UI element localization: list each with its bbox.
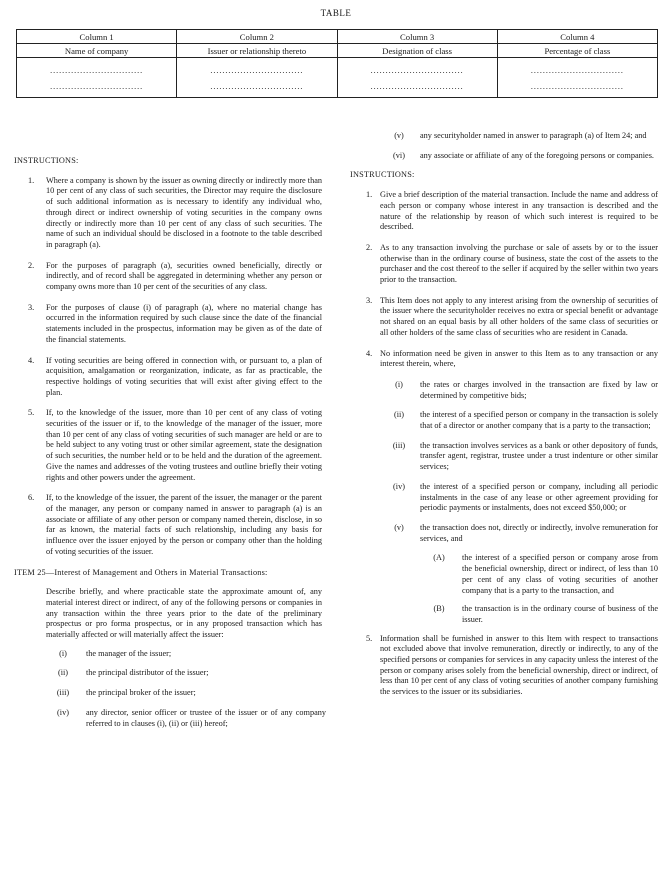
instruction-number: 4. <box>28 355 35 365</box>
sub-sub-list-text: the interest of a specified person or company arose from the beneficial ownership, direct or indirect, of less than 10 per cent of any class of voting securities of another company that is a party to the transaction, and <box>462 553 658 595</box>
table-cell-blank <box>337 58 497 98</box>
dot-leader: ............................... <box>50 82 144 91</box>
dot-leader: ............................... <box>50 66 144 75</box>
sub-list-number: (i) <box>395 379 403 389</box>
instruction-text: If, to the knowledge of the issuer, the parent of the issuer, the manager or the parent of the manager, any person or company named in answer to paragraph (a) is an associate or affiliate of any other person or company named therein, disclose, in so far as known, the material facts of such relationship, including any basis for influence over the issuer enjoyed by the person or company other than the holding of voting securities of the issuer. <box>46 493 322 556</box>
instruction-item <box>14 408 334 483</box>
sub-list-item <box>350 380 662 401</box>
list-item <box>14 708 334 729</box>
instruction-item <box>350 296 662 339</box>
dot-leader: ............................... <box>210 82 304 91</box>
sub-sub-list-item <box>350 604 662 625</box>
sub-sub-list-number: (A) <box>433 553 445 563</box>
table-header-cell: Percentage of class <box>497 44 657 58</box>
instruction-text: For the purposes of clause (i) of paragraph (a), where no material change has occurred in the information required by such clause since the date of the financial statements included in the prospectus, information may be given as of the date of the financial statements. <box>46 302 322 344</box>
table-header-cell: Column 1 <box>17 30 177 44</box>
instruction-item <box>14 261 334 293</box>
instruction-number: 6. <box>28 493 35 503</box>
table-cell-blank <box>497 58 657 98</box>
instruction-number: 3. <box>366 295 373 305</box>
sub-list-item <box>350 523 662 544</box>
sub-sub-list-number: (B) <box>433 604 445 614</box>
list-item-number: (v) <box>394 131 404 140</box>
table-row-column-headings <box>17 44 658 58</box>
instruction-text: This Item does not apply to any interest arising from the ownership of securities of the issuer where the securityholder receives no extra or special benefit or advantage not shared on an equal basis by all other holders of the same class of securities or all other holders of the same class of securities who are resident in Canada. <box>380 295 658 337</box>
instruction-number: 5. <box>366 633 373 643</box>
instruction-item <box>14 303 334 346</box>
list-item <box>350 151 662 162</box>
instruction-text: Information shall be furnished in answer to this Item with respect to transactions not excluded above that involve remuneration, directly or indirectly, to any of the specified persons or companies for services in any capacity unless the interest of the person or company arises solely from the beneficial ownership, direct or indirect, of less than 10 per cent of any class of voting securities of another company furnishing the services to the issuer or its subsidiaries. <box>380 633 658 697</box>
list-item-number: (i) <box>59 648 67 658</box>
table-header-cell: Issuer or relationship thereto <box>177 44 337 58</box>
instruction-text: As to any transaction involving the purchase or sale of assets by or to the issuer otherwise than in the ordinary course of business, state the cost of the assets to the purchaser and the cost thereof to the seller if acquired by the seller within two years prior to the transaction. <box>380 242 658 285</box>
sub-list-text: the rates or charges involved in the transaction are fixed by law or determined by competitive bids; <box>420 379 658 400</box>
dot-leader: ............................... <box>370 82 464 91</box>
list-item-text: any associate or affiliate of any of the foregoing persons or companies. <box>420 150 654 160</box>
sub-list-text: the transaction involves services as a bank or other depository of funds, transfer agent, registrar, trustee under a trust indenture or other similar services; <box>420 440 658 472</box>
list-item-text: any securityholder named in answer to paragraph (a) of Item 24; and <box>420 131 647 140</box>
sub-list-text: the transaction does not, directly or indirectly, involve remuneration for services, and <box>420 522 658 543</box>
sub-list-item <box>350 441 662 473</box>
sub-list-text: the interest of a specified person or company in the transaction is solely that of a director or another company that is a party to the transaction; <box>420 410 658 431</box>
instruction-item <box>14 493 334 557</box>
table-row-blank <box>17 58 658 98</box>
list-item <box>14 649 334 660</box>
left-column <box>14 156 334 738</box>
instruction-number: 4. <box>366 348 373 358</box>
dot-leader: ............................... <box>210 66 304 75</box>
instruction-text: No information need be given in answer to this Item as to any transaction or any interest therein, where, <box>380 348 658 369</box>
instruction-number: 1. <box>28 175 35 185</box>
list-item <box>350 131 662 142</box>
list-item-number: (vi) <box>393 150 405 160</box>
instruction-text: Where a company is shown by the issuer as owning directly or indirectly more than 10 per cent of any class of such securities, the Director may require the disclosure of such additional information as is necessary to identify any individual who, through direct or indirect ownership of voting securities in the company owns directly or indirectly more than 10 per cent of any class of such securities. The name of such an individual should be disclosed in a footnote to the table described in paragraph (a). <box>46 175 322 249</box>
instruction-text: If, to the knowledge of the issuer, more than 10 per cent of any class of voting securities of the issuer or if, to the knowledge of the manager of the issuer, more than 10 per cent of any class of voting securities of such manager are held or are to be held subject to any voting trust or other similar agreement, state the designation of such securities, the number held or to be held and the duration of the agreement. Give the names and addresses of the voting trustees and outline briefly their voting rights and other powers under the agreement. <box>46 408 322 482</box>
table-title: TABLE <box>320 8 352 18</box>
table-header-cell: Column 3 <box>337 30 497 44</box>
table-header-cell: Designation of class <box>337 44 497 58</box>
dot-leader: ............................... <box>370 66 464 75</box>
list-item-number: (iii) <box>56 688 70 698</box>
dot-leader: ............................... <box>530 82 624 91</box>
instruction-item <box>350 634 662 698</box>
instruction-number: 3. <box>28 302 35 312</box>
item25-heading: ITEM 25—Interest of Management and Others in Material Transactions: <box>14 567 268 577</box>
table-header-cell: Column 4 <box>497 30 657 44</box>
sub-list-item <box>350 410 662 431</box>
list-item-number: (iv) <box>57 707 69 717</box>
list-item-text: any director, senior officer or trustee of the issuer or of any company referred to in clauses (i), (ii) or (iii) hereof; <box>86 707 326 728</box>
table-row-column-numbers <box>17 30 658 44</box>
table-cell-blank <box>17 58 177 98</box>
instruction-text: If voting securities are being offered in connection with, or pursuant to, a plan of acquisition, amalgamation or reorganization, indicate, as far as practicable, the respective holdings of voting securities that will exist after giving effect to the plan. <box>46 355 322 397</box>
list-item-text: the principal broker of the issuer; <box>86 688 196 698</box>
list-item-text: the principal distributor of the issuer; <box>86 668 209 678</box>
table-header-cell: Name of company <box>17 44 177 58</box>
sub-list-number: (v) <box>394 522 404 532</box>
dot-leader: ............................... <box>530 66 624 75</box>
table-cell-blank <box>177 58 337 98</box>
table-header-cell: Column 2 <box>177 30 337 44</box>
list-item <box>14 688 334 699</box>
sub-list-number: (iv) <box>393 481 405 491</box>
ownership-table <box>16 29 658 98</box>
sub-list-text: the interest of a specified person or company, including all periodic instalments in the case of any lease or other agreement providing for periodic payments or instalments, does not exceed $50,000; or <box>420 481 658 513</box>
instruction-item <box>350 243 662 286</box>
sub-list-number: (ii) <box>393 410 405 420</box>
instruction-item <box>350 190 662 233</box>
instruction-number: 2. <box>28 260 35 270</box>
instruction-text: Give a brief description of the material transaction. Include the name and address of each person or company whose interest in any transaction is described and the nature of the relationship by reason of which such interest is required to be described. <box>380 190 658 232</box>
instruction-number: 5. <box>28 408 35 418</box>
instruction-number: 2. <box>366 242 373 252</box>
list-item-number: (ii) <box>57 668 69 678</box>
instruction-text: For the purposes of paragraph (a), securities owned beneficially, directly or indirectly, and of record shall be aggregated in determining whether any person or company owns more than 10 per cent of the securities of any class. <box>46 260 322 292</box>
instruction-item <box>350 349 662 370</box>
right-column <box>350 131 662 708</box>
list-item-text: the manager of the issuer; <box>86 648 172 658</box>
instructions-heading: INSTRUCTIONS: <box>14 156 79 165</box>
sub-sub-list-text: the transaction is in the ordinary course of business of the issuer. <box>462 604 658 624</box>
item25-description: Describe briefly, and where practicable state the approximate amount of, any material interest direct or indirect, of any of the following persons or companies in any transaction within the three years prior to the date of the preliminary prospectus or pro forma prospectus, or in any proposed transaction which has materially affected or will materially affect the issuer: <box>46 587 322 640</box>
list-item <box>14 668 334 679</box>
sub-list-item <box>350 482 662 514</box>
instruction-item <box>14 176 334 251</box>
instruction-number: 1. <box>366 190 373 200</box>
instruction-item <box>14 356 334 399</box>
sub-sub-list-item <box>350 553 662 596</box>
instructions-heading: INSTRUCTIONS: <box>350 170 415 180</box>
sub-list-number: (iii) <box>392 440 406 450</box>
